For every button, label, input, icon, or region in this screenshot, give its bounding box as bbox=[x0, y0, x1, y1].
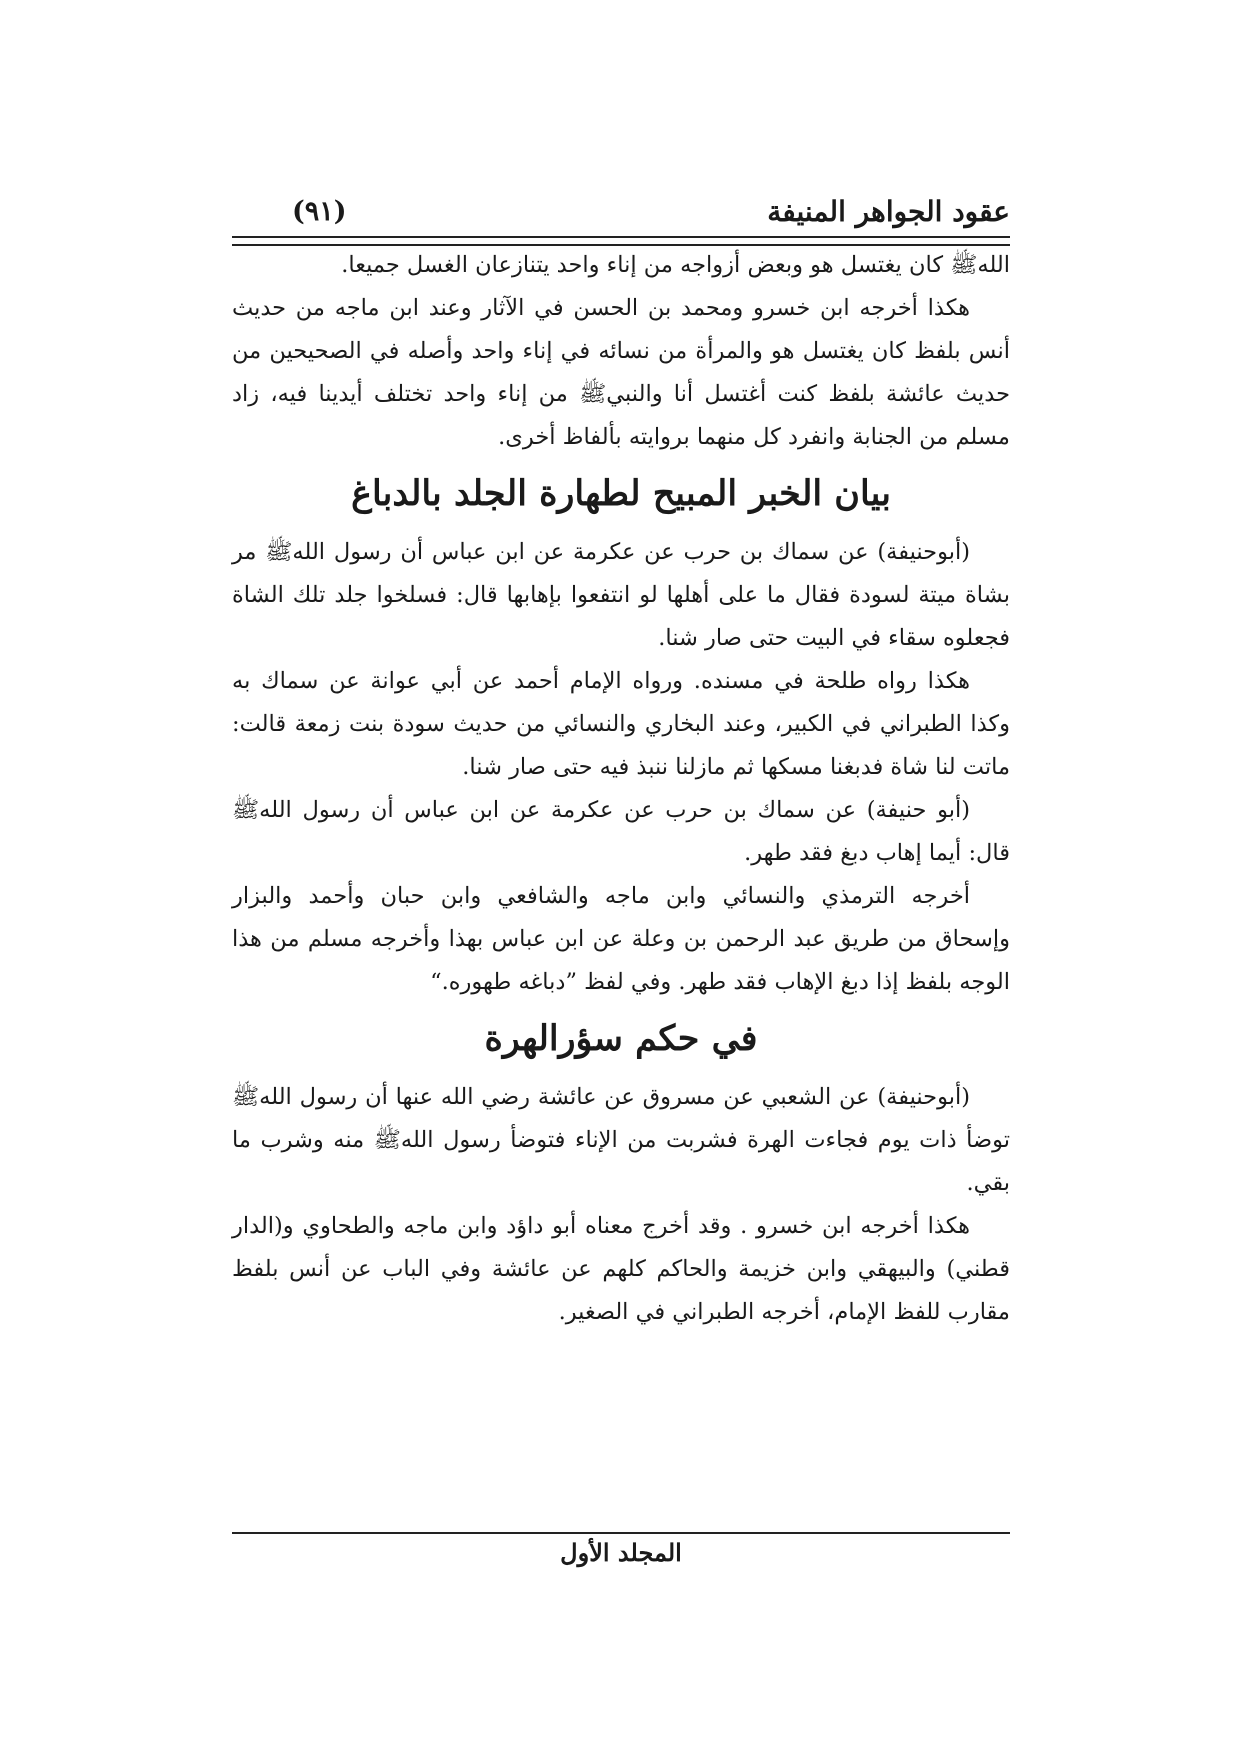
paragraph: (أبوحنيفة) عن الشعبي عن مسروق عن عائشة رضي الله عنها أن رسول اللهﷺ توضأ ذات يوم فجاءت الهرة فشربت من الإناء فتوضأ رسول اللهﷺ منه وشرب ما بقي. bbox=[232, 1084, 1010, 1196]
volume-label: المجلد الأول bbox=[560, 1538, 682, 1567]
body-text bbox=[232, 244, 1010, 1334]
paragraph: هكذا أخرجه ابن خسرو . وقد أخرج معناه أبو داؤد وابن ماجه والطحاوي و(الدار قطني) والبيهقي وابن خزيمة والحاكم كلهم عن عائشة وفي الباب عن أنس بلفظ مقارب للفظ الإمام، أخرجه الطبراني في الصغير. bbox=[232, 1213, 1010, 1325]
running-title: عقود الجواهر المنيفة bbox=[767, 194, 1010, 228]
footer-rule bbox=[232, 1532, 1010, 1534]
paragraph: (أبو حنيفة) عن سماك بن حرب عن عكرمة عن ابن عباس أن رسول اللهﷺ قال: أيما إهاب دبغ فقد طهر. bbox=[232, 797, 1010, 866]
section-heading-tanning: بيان الخبر المبيح لطهارة الجلد بالدباغ bbox=[351, 473, 891, 514]
section-heading-cat: في حكم سؤرالهرة bbox=[484, 1018, 758, 1059]
paragraph-continuation: اللهﷺ كان يغتسل هو وبعض أزواجه من إناء واحد يتنازعان الغسل جميعا. bbox=[341, 252, 1010, 278]
paragraph: أخرجه الترمذي والنسائي وابن ماجه والشافعي وابن حبان وأحمد والبزار وإسحاق من طريق عبد الرحمن بن وعلة عن ابن عباس بهذا وأخرجه مسلم من هذا الوجه بلفظ إذا دبغ الإهاب فقد طهر. وفي لفظ ”دباغه طهوره.“ bbox=[232, 883, 1010, 995]
paragraph: هكذا أخرجه ابن خسرو ومحمد بن الحسن في الآثار وعند ابن ماجه من حديث أنس بلفظ كان يغتسل هو والمرأة من نسائه في إناء واحد وأصله في الصحيحين من حديث عائشة بلفظ كنت أغتسل أنا والنبيﷺ من إناء واحد تختلف أيدينا فيه، زاد مسلم من الجنابة وانفرد كل منهما بروايته بألفاظ أخرى. bbox=[232, 295, 1010, 450]
book-page bbox=[232, 186, 1010, 1626]
page-header bbox=[232, 186, 1010, 236]
paragraph: هكذا رواه طلحة في مسنده. ورواه الإمام أحمد عن أبي عوانة عن سماك به وكذا الطبراني في الكبير، وعند البخاري والنسائي من حديث سودة بنت زمعة قالت: ماتت لنا شاة فدبغنا مسكها ثم مازلنا ننبذ فيه حتى صار شنا. bbox=[232, 668, 1010, 780]
page-number: (٩١) bbox=[292, 195, 347, 227]
paragraph: (أبوحنيفة) عن سماك بن حرب عن عكرمة عن ابن عباس أن رسول اللهﷺ مر بشاة ميتة لسودة فقال ما على أهلها لو انتفعوا بإهابها قال: فسلخوا جلد تلك الشاة فجعلوه سقاء في البيت حتى صار شنا. bbox=[232, 539, 1010, 651]
